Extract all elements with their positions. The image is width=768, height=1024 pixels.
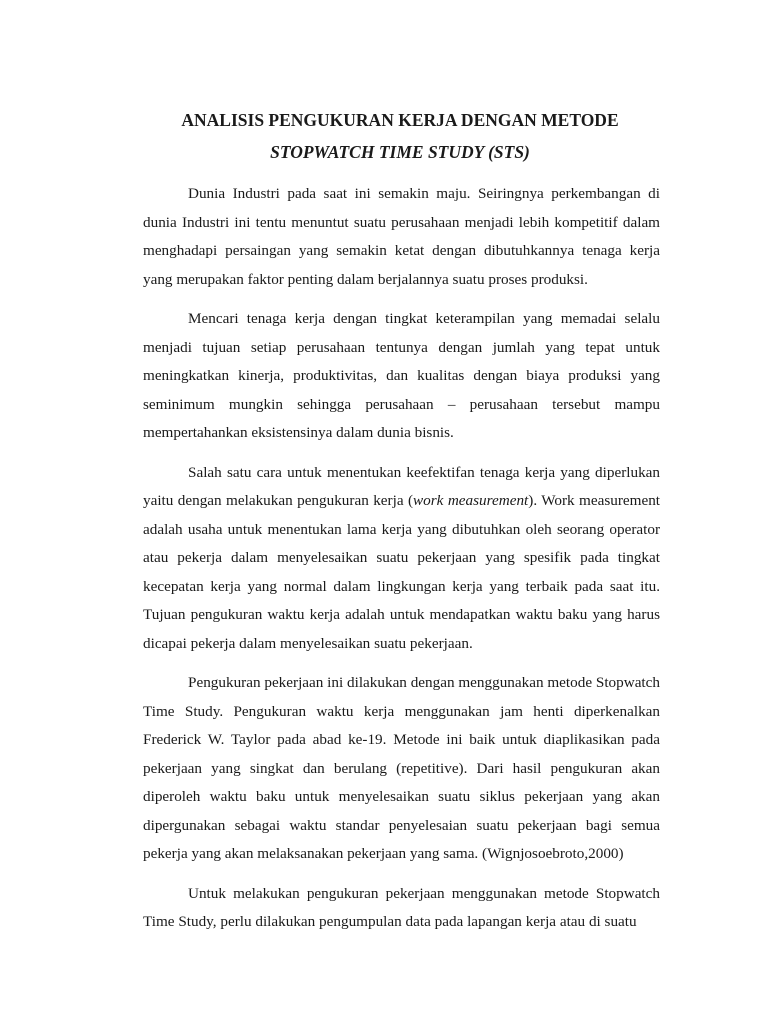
paragraph-3-text-after: ). Work measurement adalah usaha untuk menentukan lama kerja yang dibutuhkan oleh seorang operator atau pekerja dalam menyelesaikan suatu pekerjaan yang spesifik pada tingkat kecepatan kerja yang normal dalam lingkungan kerja yang terbaik pada saat itu. Tujuan pengukuran waktu kerja adalah untuk mendapatkan waktu baku yang harus dicapai pekerja dalam menyelesaikan suatu pekerjaan.: [143, 492, 661, 652]
paragraph-1: Dunia Industri pada saat ini semakin maju. Seiringnya perkembangan di dunia Industri ini tentu menuntut suatu perusahaan menjadi lebih kompetitif dalam menghadapi persaingan yang semakin ketat dengan dibutuhkannya tenaga kerja yang merupakan faktor penting dalam berjalannya suatu proses produksi.: [143, 185, 660, 288]
paragraph-3-text-before: Salah satu cara untuk menentukan keefektifan tenaga kerja yang diperlukan yaitu dengan melakukan pengukuran kerja (: [143, 463, 660, 509]
paragraph-3: [143, 459, 660, 659]
paragraph-2: Mencari tenaga kerja dengan tingkat keterampilan yang memadai selalu menjadi tujuan setiap perusahaan tentunya dengan jumlah yang tepat untuk meningkatkan kinerja, produktivitas, dan kualitas dengan biaya produksi yang seminimum mungkin sehingga perusahaan – perusahaan tersebut mampu mempertahankan eksistensinya dalam dunia bisnis.: [143, 310, 660, 441]
document-title: ANALISIS PENGUKURAN KERJA DENGAN METODE: [181, 110, 619, 130]
paragraph-4: Pengukuran pekerjaan ini dilakukan dengan menggunakan metode Stopwatch Time Study. Pengukuran waktu kerja menggunakan jam henti diperkenalkan Frederick W. Taylor pada abad ke-19. Metode ini baik untuk diaplikasikan pada pekerjaan yang singkat dan berulang (repetitive). Dari hasil pengukuran akan diperoleh waktu baku untuk menyelesaikan suatu siklus pekerjaan yang akan dipergunakan sebagai waktu standar penyelesaian suatu pekerjaan bagi semua pekerja yang akan melaksanakan pekerjaan yang sama. (Wignjosoebroto,2000): [143, 674, 660, 862]
paragraph-5: Untuk melakukan pengukuran pekerjaan menggunakan metode Stopwatch Time Study, perlu dilakukan pengumpulan data pada lapangan kerja atau di suatu: [143, 884, 660, 930]
document-body: [143, 180, 660, 948]
document-subtitle: STOPWATCH TIME STUDY (STS): [270, 142, 530, 162]
paragraph-3-emphasis: work measurement: [413, 492, 529, 509]
